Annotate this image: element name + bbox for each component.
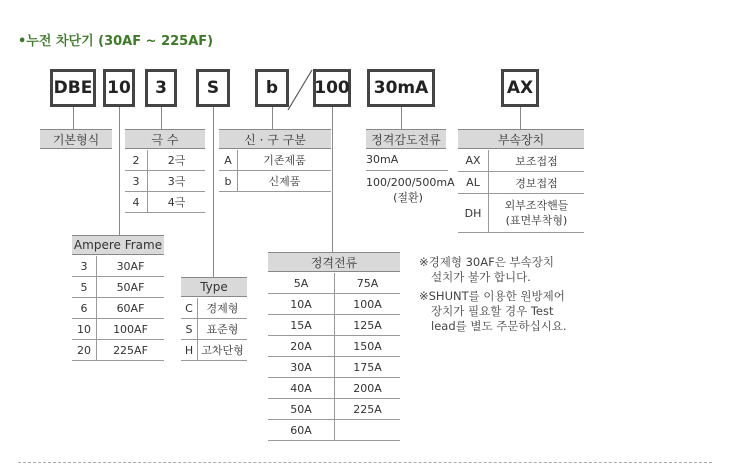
code-box-sensitivity: 30mA	[367, 69, 435, 107]
accessory-code: DH	[458, 194, 489, 233]
frame-value: 50AF	[97, 277, 165, 298]
type-value: 경제형	[198, 298, 248, 319]
sensitivity-line3: (절환)	[393, 191, 423, 204]
page-title: •누전 차단기 (30AF ~ 225AF)	[18, 34, 214, 49]
new-old-code: A	[219, 150, 238, 171]
frame-code: 5	[72, 277, 97, 298]
connector-accessory	[520, 107, 521, 129]
frame-code: 3	[72, 256, 97, 277]
frame-value: 30AF	[97, 256, 165, 277]
table-row	[268, 315, 400, 336]
table-row	[72, 256, 164, 277]
poles-table	[125, 150, 205, 213]
table-row	[125, 192, 205, 213]
current-value: 225A	[335, 399, 401, 420]
table-row	[268, 399, 400, 420]
table-row	[268, 420, 400, 441]
sensitivity-30ma: 30mA	[366, 150, 448, 171]
type-value: 표준형	[198, 319, 248, 340]
current-value: 60A	[268, 420, 335, 441]
note-economy	[419, 255, 554, 285]
type-table	[181, 298, 247, 361]
note-line: 장치가 필요할 경우 Test	[431, 304, 554, 318]
note-line: ※경제형 30AF은 부속장치	[419, 255, 554, 269]
accessory-value	[489, 194, 585, 233]
current-value: 15A	[268, 315, 335, 336]
accessories-header: 부속장치	[458, 129, 584, 149]
table-row	[219, 171, 331, 192]
frame-value: 60AF	[97, 298, 165, 319]
current-value: 75A	[335, 273, 401, 294]
connector-poles	[161, 107, 162, 129]
table-row	[458, 172, 584, 194]
connector-type	[213, 107, 214, 277]
code-box-new-old: b	[255, 69, 289, 107]
code-box-frame: 10	[103, 69, 135, 107]
ampere-frame-table	[72, 256, 164, 361]
separator-slash	[284, 66, 316, 114]
note-line: 설치가 불가 합니다.	[431, 270, 531, 284]
current-value: 50A	[268, 399, 335, 420]
accessory-value: 보조접점	[489, 150, 585, 172]
connector-dbe	[73, 107, 74, 129]
frame-code: 20	[72, 340, 97, 361]
sensitivity-selectable	[366, 175, 455, 205]
basic-type-label: 기본형식	[40, 129, 112, 149]
current-value: 100A	[335, 294, 401, 315]
sensitivity-header: 정격감도전류	[366, 129, 446, 149]
ampere-frame-header: Ampere Frame	[72, 235, 164, 255]
code-box-poles: 3	[145, 69, 177, 107]
accessories-table	[458, 150, 584, 233]
new-old-value: 신제품	[238, 171, 332, 192]
accessory-code: AL	[458, 172, 489, 194]
type-code: C	[181, 298, 198, 319]
current-value	[335, 420, 401, 441]
connector-current	[332, 107, 333, 252]
code-box-accessory: AX	[501, 69, 539, 107]
type-code: H	[181, 340, 198, 361]
rated-current-table	[268, 273, 400, 441]
accessory-value-line2: (표면부착형)	[505, 214, 568, 227]
table-row	[181, 340, 247, 361]
type-value: 고차단형	[198, 340, 248, 361]
connector-sensitivity	[401, 107, 402, 129]
accessory-value: 경보접점	[489, 172, 585, 194]
accessory-value-line1: 외부조작핸들	[504, 199, 569, 212]
type-code: S	[181, 319, 198, 340]
frame-code: 6	[72, 298, 97, 319]
note-shunt	[419, 289, 567, 334]
pole-code: 4	[125, 192, 148, 213]
current-value: 20A	[268, 336, 335, 357]
table-row	[125, 150, 205, 171]
code-box-dbe: DBE	[50, 69, 96, 107]
sensitivity-line2: 100/200/500mA	[366, 176, 455, 189]
table-row	[268, 336, 400, 357]
pole-code: 2	[125, 150, 148, 171]
current-value: 30A	[268, 357, 335, 378]
current-value: 40A	[268, 378, 335, 399]
bottom-divider	[18, 462, 712, 463]
table-row	[268, 357, 400, 378]
poles-header: 극 수	[125, 129, 205, 149]
table-row	[181, 298, 247, 319]
new-old-table	[219, 150, 331, 192]
table-row	[268, 273, 400, 294]
frame-code: 10	[72, 319, 97, 340]
connector-frame	[119, 107, 120, 235]
current-value: 150A	[335, 336, 401, 357]
type-header: Type	[181, 277, 247, 297]
table-row	[125, 171, 205, 192]
table-row	[268, 294, 400, 315]
frame-value: 100AF	[97, 319, 165, 340]
new-old-header: 신 · 구 구분	[219, 129, 331, 149]
pole-value: 4극	[148, 192, 206, 213]
table-row	[181, 319, 247, 340]
new-old-value: 기존제품	[238, 150, 332, 171]
table-row	[72, 298, 164, 319]
table-row	[268, 378, 400, 399]
frame-value: 225AF	[97, 340, 165, 361]
code-box-type: S	[196, 69, 230, 107]
pole-value: 2극	[148, 150, 206, 171]
table-row	[458, 150, 584, 172]
rated-current-header: 정격전류	[268, 252, 400, 272]
table-row	[219, 150, 331, 171]
note-line: lead를 별도 주문하십시요.	[431, 319, 567, 333]
accessory-code: AX	[458, 150, 489, 172]
pole-value: 3극	[148, 171, 206, 192]
table-row	[458, 194, 584, 233]
code-box-current: 100	[313, 69, 351, 107]
connector-new-old	[272, 107, 273, 129]
current-value: 175A	[335, 357, 401, 378]
current-value: 5A	[268, 273, 335, 294]
table-row	[72, 340, 164, 361]
current-value: 200A	[335, 378, 401, 399]
new-old-code: b	[219, 171, 238, 192]
note-line: ※SHUNT를 이용한 원방제어	[419, 289, 565, 303]
table-row	[72, 277, 164, 298]
current-value: 125A	[335, 315, 401, 336]
pole-code: 3	[125, 171, 148, 192]
table-row	[72, 319, 164, 340]
current-value: 10A	[268, 294, 335, 315]
